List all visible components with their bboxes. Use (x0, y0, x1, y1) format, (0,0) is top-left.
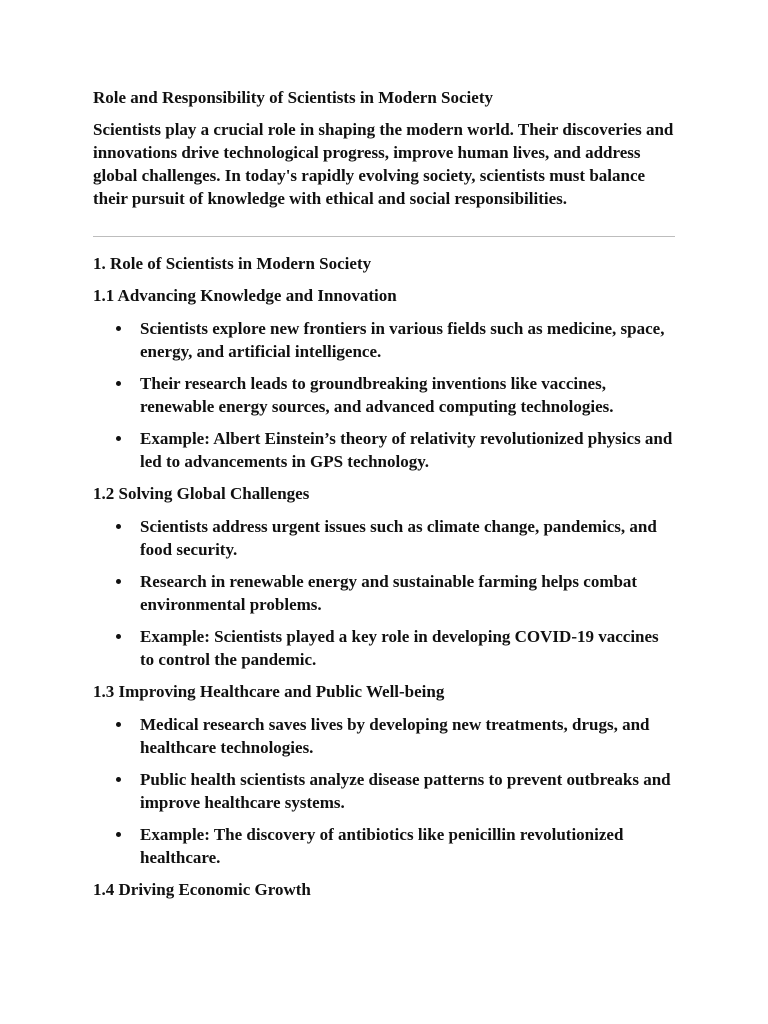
subsection-heading-1-4: 1.4 Driving Economic Growth (93, 880, 311, 899)
section-heading: 1. Role of Scientists in Modern Society (93, 254, 372, 273)
list-item (93, 317, 675, 363)
bullet-icon (116, 579, 121, 584)
bullet-list-1-2 (93, 515, 675, 671)
list-item-text: Example: Scientists played a key role in developing COVID-19 vaccines to control the pandemic. (140, 627, 659, 669)
bullet-icon (116, 326, 121, 331)
list-item (93, 768, 675, 814)
list-item (93, 713, 675, 759)
subsection-heading-1-2: 1.2 Solving Global Challenges (93, 484, 310, 503)
list-item (93, 823, 675, 869)
bullet-list-1-3 (93, 713, 675, 869)
list-item-text: Example: The discovery of antibiotics like penicillin revolutionized healthcare. (140, 825, 624, 867)
list-item-text: Scientists address urgent issues such as climate change, pandemics, and food security. (140, 517, 657, 559)
subsection-heading-1-3: 1.3 Improving Healthcare and Public Well-being (93, 682, 445, 701)
list-item (93, 515, 675, 561)
bullet-icon (116, 777, 121, 782)
bullet-icon (116, 722, 121, 727)
bullet-icon (116, 524, 121, 529)
list-item (93, 427, 675, 473)
list-item (93, 625, 675, 671)
bullet-list-1-1 (93, 317, 675, 473)
list-item-text: Example: Albert Einstein’s theory of relativity revolutionized physics and led to advancements in GPS technology. (140, 429, 673, 471)
list-item-text: Medical research saves lives by developing new treatments, drugs, and healthcare technologies. (140, 715, 650, 757)
horizontal-divider (93, 236, 675, 237)
list-item (93, 372, 675, 418)
list-item-text: Their research leads to groundbreaking inventions like vaccines, renewable energy sources, and advanced computing technologies. (140, 374, 614, 416)
list-item-text: Scientists explore new frontiers in various fields such as medicine, space, energy, and artificial intelligence. (140, 319, 665, 361)
bullet-icon (116, 832, 121, 837)
intro-paragraph: Scientists play a crucial role in shaping the modern world. Their discoveries and innovations drive technological progress, improve human lives, and address global challenges. In today's rapidly evolving society, scientists must balance their pursuit of knowledge with ethical and social responsibilities. (93, 120, 674, 208)
subsection-heading-1-1: 1.1 Advancing Knowledge and Innovation (93, 286, 397, 305)
list-item-text: Public health scientists analyze disease patterns to prevent outbreaks and improve healthcare systems. (140, 770, 671, 812)
document-title: Role and Responsibility of Scientists in Modern Society (93, 88, 493, 107)
list-item-text: Research in renewable energy and sustainable farming helps combat environmental problems. (140, 572, 638, 614)
list-item (93, 570, 675, 616)
bullet-icon (116, 436, 121, 441)
bullet-icon (116, 381, 121, 386)
bullet-icon (116, 634, 121, 639)
